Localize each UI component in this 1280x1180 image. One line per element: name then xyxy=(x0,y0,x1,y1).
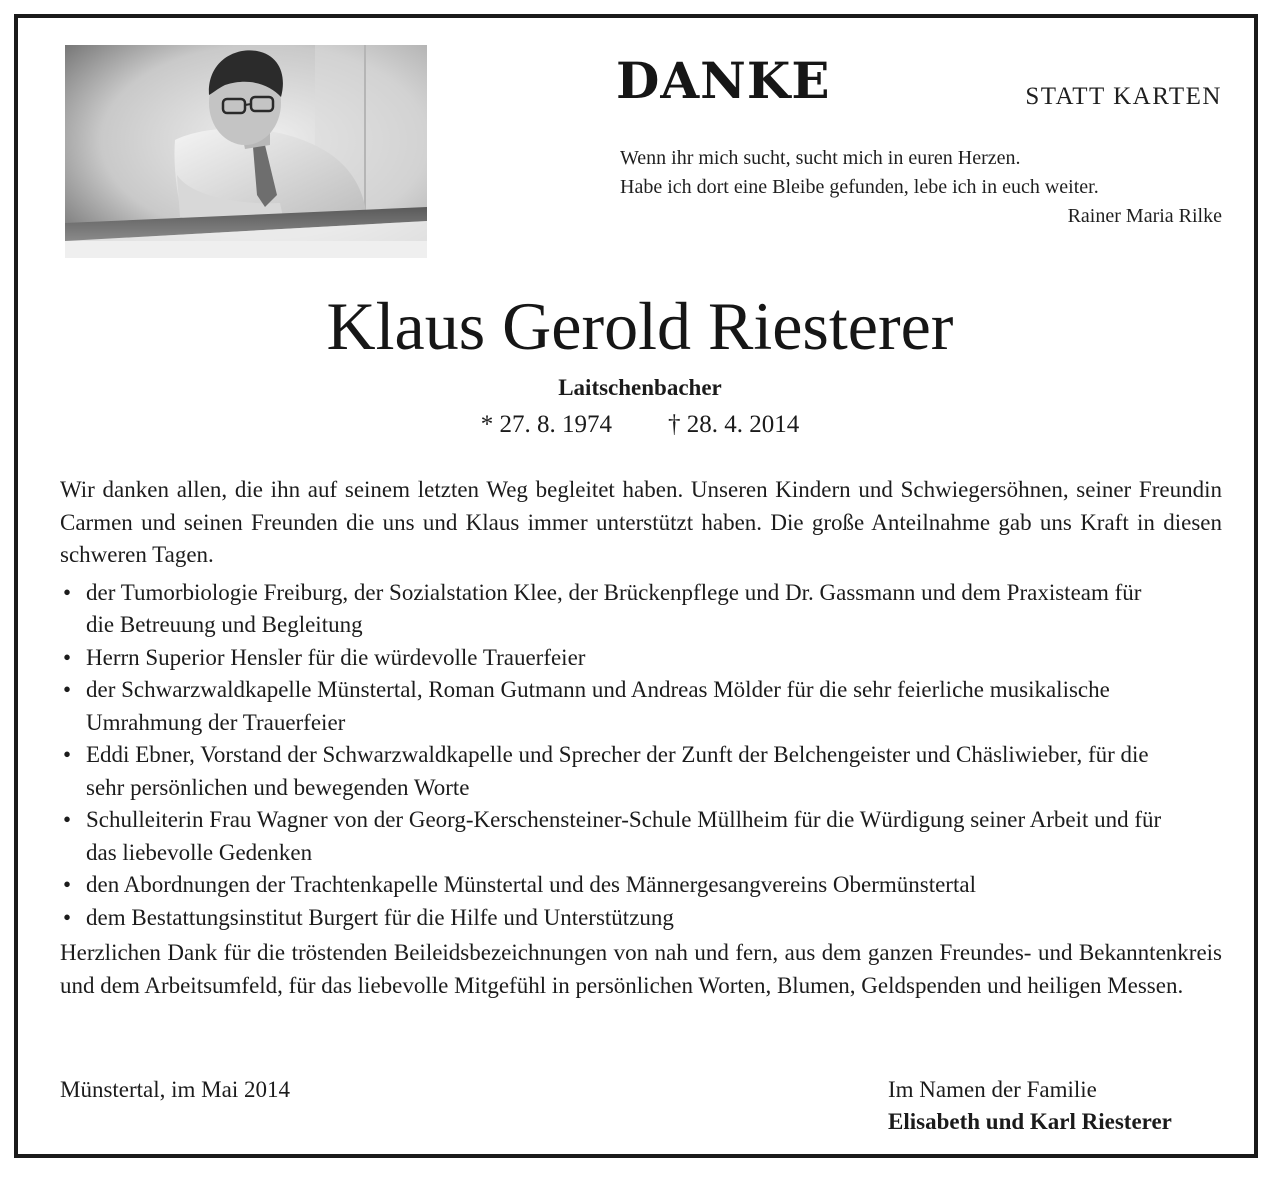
closing-paragraph: Herzlichen Dank für die tröstenden Beileidsbezeichnungen von nah und fern, aus dem ganzen Freundes- und Bekanntenkreis und dem Arbeitsumfeld, für das liebevolle Mitgefühl in persönlichen Worten, Blumen, Geldspenden und heiligen Messen. xyxy=(60,940,1222,998)
signature-block xyxy=(888,1074,1172,1138)
bullet-icon: • xyxy=(63,742,72,767)
deceased-name: Klaus Gerold Riesterer xyxy=(326,288,954,364)
list-item: • der Schwarzwaldkapelle Münstertal, Roman Gutmann und Andreas Mölder für die sehr feierliche musikalische Umrahmung der Trauerfeier xyxy=(60,674,1222,739)
notice-type-label: STATT KARTEN xyxy=(1025,83,1222,110)
bullet-icon: • xyxy=(63,904,72,930)
deceased-nickname: Laitschenbacher xyxy=(558,375,722,400)
list-item: • dem Bestattungsinstitut Burgert für die Hilfe und Unterstützung xyxy=(60,902,1222,935)
life-dates xyxy=(0,412,1280,437)
list-item: • Schulleiterin Frau Wagner von der Georg-Kerschensteiner-Schule Müllheim für die Würdigung seiner Arbeit und für das liebevolle Gedenken xyxy=(60,804,1222,869)
list-item: • Herrn Superior Hensler für die würdevolle Trauerfeier xyxy=(60,642,1222,675)
portrait-photo xyxy=(65,45,427,258)
death-date: † 28. 4. 2014 xyxy=(668,411,800,438)
thanks-list xyxy=(60,577,1222,935)
bullet-icon: • xyxy=(63,807,72,832)
on-behalf-label: Im Namen der Familie xyxy=(888,1077,1097,1102)
bullet-icon: • xyxy=(63,677,72,702)
bullet-icon: • xyxy=(63,872,72,897)
list-item: • den Abordnungen der Trachtenkapelle Münstertal und des Männergesangvereins Obermünstertal xyxy=(60,869,1222,902)
quote-line: Wenn ihr mich sucht, sucht mich in euren Herzen. xyxy=(620,147,1021,169)
list-item: • der Tumorbiologie Freiburg, der Sozialstation Klee, der Brückenpflege und Dr. Gassmann und dem Praxisteam für die Betreuung und Begleitung xyxy=(60,577,1222,642)
bullet-icon: • xyxy=(63,644,72,670)
thanks-body xyxy=(60,474,1222,1002)
quote-author: Rainer Maria Rilke xyxy=(1067,205,1222,227)
bullet-icon: • xyxy=(63,579,72,605)
quote-line: Habe ich dort eine Bleibe gefunden, lebe ich in euch weiter. xyxy=(620,176,1099,198)
rilke-quote xyxy=(620,144,1222,231)
notice-title: DANKE xyxy=(616,51,831,110)
place-and-date: Münstertal, im Mai 2014 xyxy=(60,1077,290,1102)
intro-paragraph: Wir danken allen, die ihn auf seinem letzten Weg begleitet haben. Unseren Kindern und Schwiegersöhnen, seiner Freundin Carmen und seinen Freunden die uns und Klaus immer unterstützt haben. Die große Anteilnahme gab uns Kraft in diesen schweren Tagen. xyxy=(60,477,1222,567)
birth-date: * 27. 8. 1974 xyxy=(480,411,612,438)
family-names: Elisabeth und Karl Riesterer xyxy=(888,1109,1172,1134)
list-item: • Eddi Ebner, Vorstand der Schwarzwaldkapelle und Sprecher der Zunft der Belchengeister und Chäsliwieber, für die sehr persönlichen und bewegenden Worte xyxy=(60,739,1222,804)
